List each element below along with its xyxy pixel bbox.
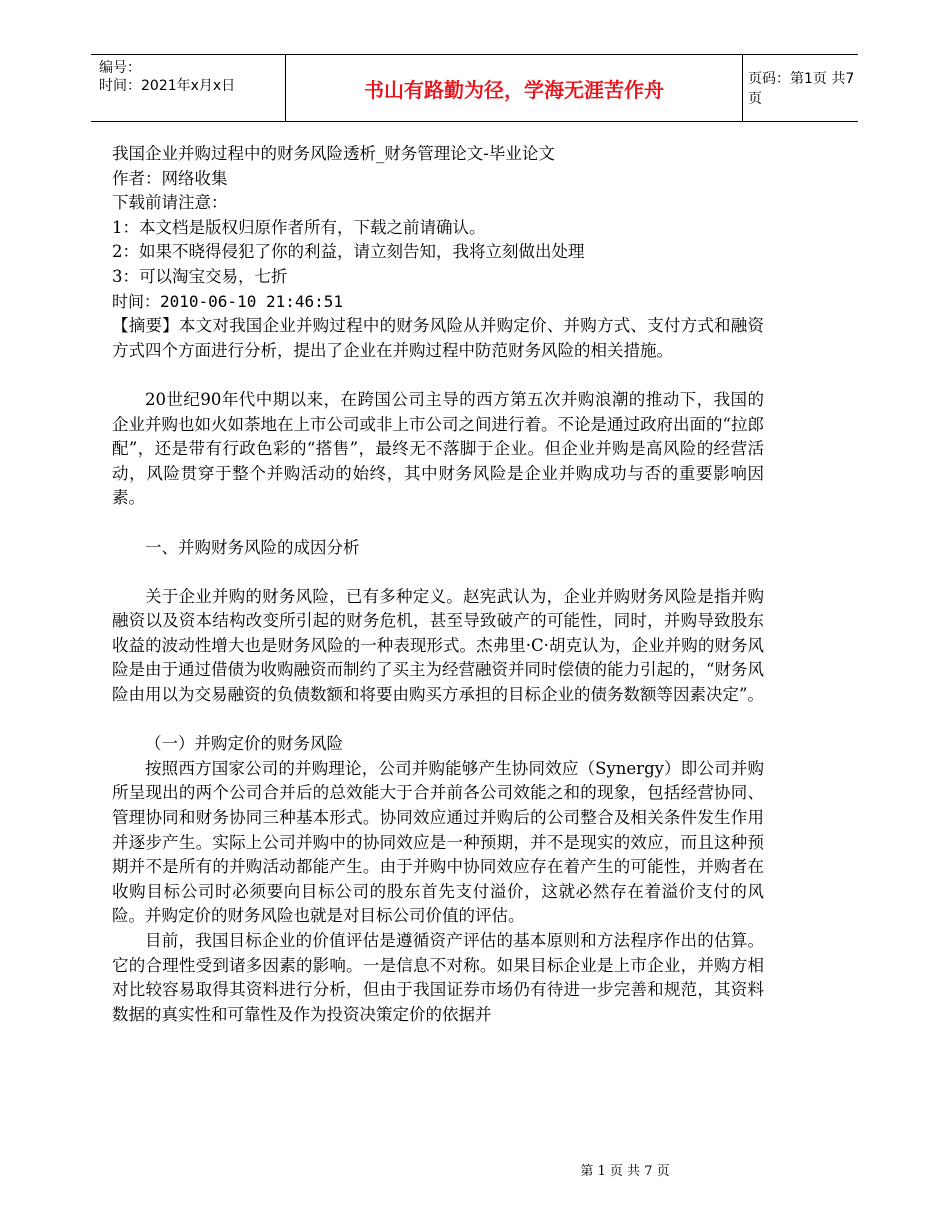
- document-body: [112, 142, 764, 1027]
- body-paragraph-4: 目前，我国目标企业的价值评估是遵循资产评估的基本原则和方法程序作出的估算。它的合理性受到诸多因素的影响。一是信息不对称。如果目标企业是上市企业，并购方相对比较容易取得其资料进行分析，但由于我国证券市场仍有待进一步完善和规范，其资料数据的真实性和可靠性及作为投资决策定价的依据并: [112, 931, 764, 1024]
- abstract-paragraph: 【摘要】本文对我国企业并购过程中的财务风险从并购定价、并购方式、支付方式和融资方式四个方面进行分析，提出了企业在并购过程中防范财务风险的相关措施。: [112, 316, 764, 360]
- document-title: 我国企业并购过程中的财务风险透析_财务管理论文-毕业论文: [112, 144, 555, 163]
- page-footer: 第 1 页 共 7 页: [580, 1164, 670, 1179]
- serial-label: 编号：: [99, 60, 141, 76]
- notice-item-3: 3：可以淘宝交易，七折: [112, 266, 288, 286]
- notice-item-2: 2：如果不晓得侵犯了你的利益，请立刻告知，我将立刻做出处理: [112, 242, 585, 262]
- page-header: [91, 54, 858, 122]
- spacer: [112, 560, 764, 585]
- notice-heading: 下载前请注意：: [112, 193, 228, 213]
- notice-item-1: 1：本文档是版权归原作者所有，下载之前请确认。: [112, 217, 486, 237]
- header-motto: 书山有路勤为径，学海无涯苦作舟: [285, 55, 743, 121]
- section-heading-1: 一、并购财务风险的成因分析: [145, 537, 360, 557]
- header-meta-cell: [91, 55, 285, 121]
- body-paragraph-3: 按照西方国家公司的并购理论，公司并购能够产生协同效应（Synergy）即公司并购所呈现出的两个公司合并后的总效能大于合并前各公司效能之和的现象，包括经营协同、管理协同和财务协同三种基本形式。协同效应通过并购后的公司整合及相关条件发生作用并逐步产生。实际上公司并购中的协同效应是一种预期，并不是现实的效应，而且这种预期并不是所有的并购活动都能产生。由于并购中协同效应存在着产生的可能性，并购者在收购目标公司时必须要向目标公司的股东首先支付溢价，这就必然存在着溢价支付的风险。并购定价的财务风险也就是对目标公司价值的评估。: [112, 758, 764, 926]
- spacer: [112, 708, 764, 733]
- author-line: 作者：网络收集: [112, 168, 228, 188]
- publish-time: 时间：2010-06-10 21:46:51: [112, 291, 344, 311]
- body-paragraph-2: 关于企业并购的财务风险，已有多种定义。赵宪武认为，企业并购财务风险是指并购融资以及资本结构改变所引起的财务危机，甚至导致破产的可能性，同时，并购导致股东收益的波动性增大也是财务风险的一种表现形式。杰弗里·C·胡克认为，企业并购的财务风险是由于通过借债为收购融资而制约了买主为经营融资并同时偿债的能力引起的，“财务风险由用以为交易融资的负债数额和将要由购买方承担的目标企业的债务数额等因素决定”。: [112, 586, 764, 705]
- spacer: [112, 363, 764, 388]
- header-page-info: 页码：第1页 共7页: [748, 71, 855, 107]
- spacer: [112, 511, 764, 536]
- subsection-heading-1: （一）并购定价的财务风险: [145, 734, 343, 754]
- body-paragraph-1: 20世纪90年代中期以来，在跨国公司主导的西方第五次并购浪潮的推动下，我国的企业并购也如火如荼地在上市公司或非上市公司之间进行着。不论是通过政府出面的“拉郎配”，还是带有行政色彩的“搭售”，最终无不落脚于企业。但企业并购是高风险的经营活动，风险贯穿于整个并购活动的始终，其中财务风险是企业并购成功与否的重要影响因素。: [112, 389, 764, 508]
- time-label: 时间：2021年x月x日: [99, 78, 236, 94]
